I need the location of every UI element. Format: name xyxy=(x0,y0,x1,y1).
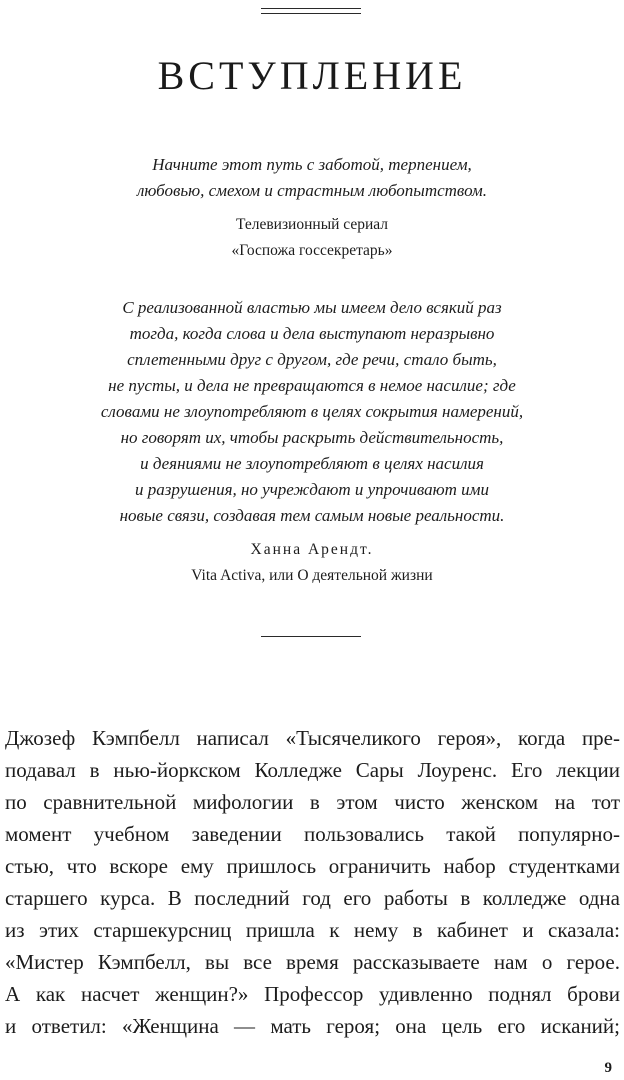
epigraph-1-quote xyxy=(60,152,564,204)
body-paragraph xyxy=(5,722,620,1042)
epigraph-1-quote-line: Начните этот путь с заботой, терпением, xyxy=(152,155,472,174)
epigraph-2-quote-line: и разрушения, но учреждают и упрочивают ими xyxy=(135,480,489,499)
body-line: старшего курса. В последний год его работы в колледже одна xyxy=(5,886,620,910)
epigraph-2 xyxy=(60,295,564,589)
body-line: из этих старшекурсниц пришла к нему в кабинет и сказала: xyxy=(5,918,620,942)
epigraph-2-quote-line: и деяниями не злоупотребляют в целях насилия xyxy=(140,454,484,473)
epigraph-1-source-line: «Госпожа госсекретарь» xyxy=(231,242,393,259)
body-line: стью, что вскоре ему пришлось ограничить набор студентками xyxy=(5,854,620,878)
body-line: А как насчет женщин?» Профессор удивленно поднял брови xyxy=(5,982,620,1006)
section-divider xyxy=(261,636,361,637)
body-line: момент учебном заведении пользовались такой популярно- xyxy=(5,822,620,846)
body-line: Джозеф Кэмпбелл написал «Тысячеликого героя», когда пре- xyxy=(5,726,620,750)
epigraph-2-quote-line: новые связи, создавая тем самым новые реальности. xyxy=(119,506,505,525)
page-number: 9 xyxy=(604,1060,612,1076)
epigraph-2-work: Vita Activa, или О деятельной жизни xyxy=(191,567,433,584)
body-line: и ответил: «Женщина — мать героя; она цель его исканий; xyxy=(5,1014,620,1038)
epigraph-2-quote-line: С реализованной властью мы имеем дело всякий раз xyxy=(122,298,502,317)
epigraph-2-quote xyxy=(60,295,564,529)
epigraph-2-quote-line: тогда, когда слова и дела выступают неразрывно xyxy=(129,324,495,343)
epigraph-2-quote-line: сплетенными друг с другом, где речи, стало быть, xyxy=(127,350,497,369)
epigraph-2-source xyxy=(60,537,564,589)
top-double-rule xyxy=(261,8,361,14)
body-line: «Мистер Кэмпбелл, вы все время рассказываете нам о герое. xyxy=(5,950,620,974)
chapter-title: ВСТУПЛЕНИЕ xyxy=(157,53,467,98)
epigraph-2-author: Ханна Арендт. xyxy=(250,541,374,558)
epigraph-1-source-line: Телевизионный сериал xyxy=(235,216,389,233)
body-line: подавал в нью-йоркском Колледже Сары Лоуренс. Его лекции xyxy=(5,758,620,782)
epigraph-1-quote-line: любовью, смехом и страстным любопытством. xyxy=(136,181,488,200)
epigraph-1-source xyxy=(60,212,564,264)
epigraph-2-quote-line: не пусты, и дела не превращаются в немое насилие; где xyxy=(108,376,516,395)
epigraph-2-quote-line: словами не злоупотребляют в целях сокрытия намерений, xyxy=(100,402,524,421)
body-line: по сравнительной мифологии в этом чисто женском на тот xyxy=(5,790,620,814)
epigraph-1 xyxy=(60,152,564,264)
epigraph-2-quote-line: но говорят их, чтобы раскрыть действительность, xyxy=(120,428,504,447)
